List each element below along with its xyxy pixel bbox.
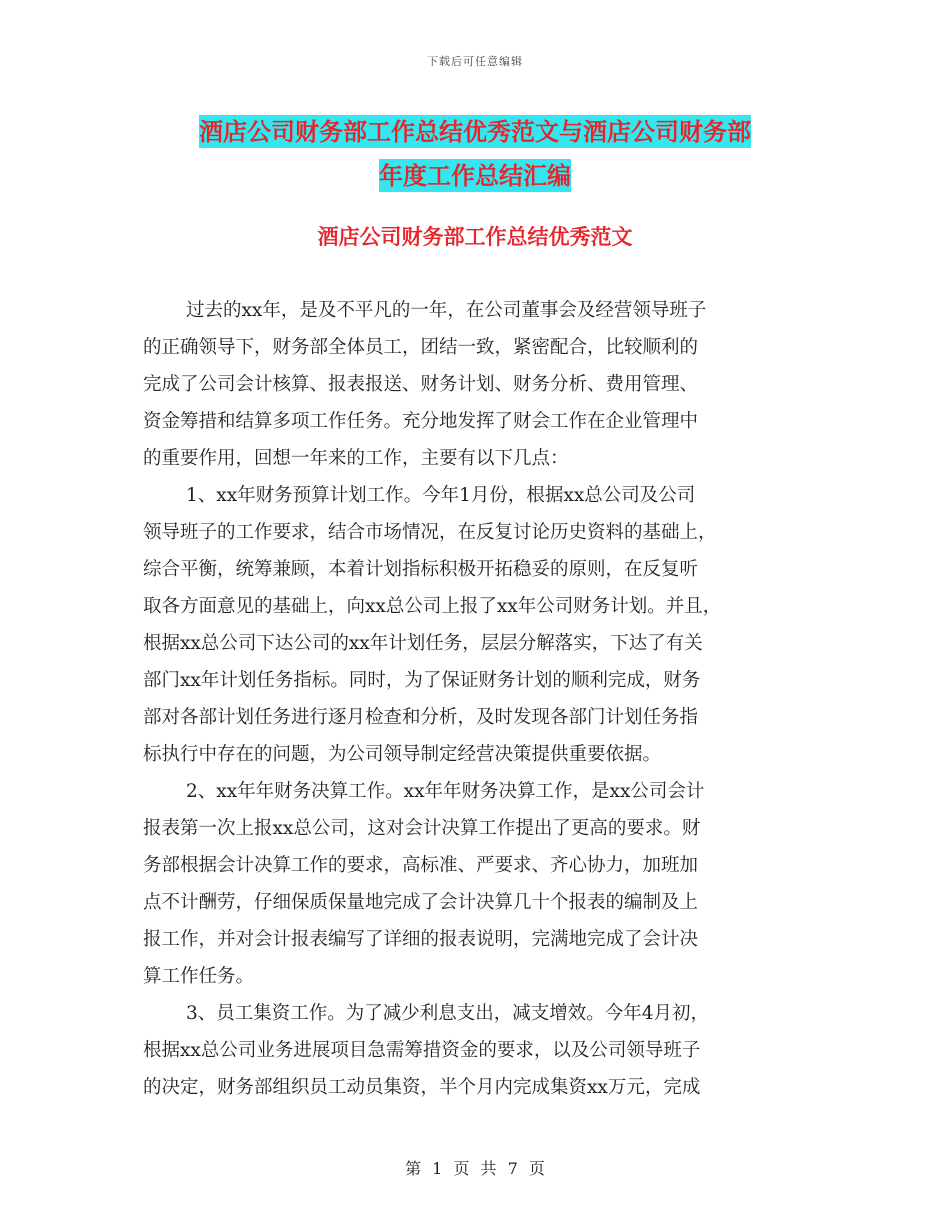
paragraph-line: 报表第一次上报xx总公司，这对会计决算工作提出了更高的要求。财	[143, 818, 701, 839]
paragraph-line: 取各方面意见的基础上，向xx总公司上报了xx年公司财务计划。并且，	[143, 596, 722, 617]
paragraph-line: 2、xx年年财务决算工作。xx年年财务决算工作，是xx公司会计	[186, 781, 705, 802]
paragraph-line: 点不计酬劳，仔细保质保量地完成了会计决算几十个报表的编制及上	[143, 892, 699, 913]
document-title	[0, 110, 950, 198]
paragraph-line: 资金筹措和结算多项工作任务。充分地发挥了财会工作在企业管理中	[143, 411, 699, 432]
paragraph-line: 根据xx总公司业务进展项目急需筹措资金的要求，以及公司领导班子	[143, 1040, 701, 1061]
paragraph-line: 完成了公司会计核算、报表报送、财务计划、财务分析、费用管理、	[143, 374, 699, 395]
title-line-2: 年度工作总结汇编	[379, 161, 571, 190]
paragraph-line: 过去的xx年，是及不平凡的一年，在公司董事会及经营领导班子	[186, 300, 707, 321]
body-text	[143, 292, 808, 1106]
header-note: 下载后可任意编辑	[427, 55, 523, 68]
paragraph-line: 标执行中存在的问题，为公司领导制定经营决策提供重要依据。	[143, 744, 662, 765]
paragraph-line: 1、xx年财务预算计划工作。今年1月份，根据xx总公司及公司	[186, 485, 696, 506]
paragraph-line: 的正确领导下，财务部全体员工，团结一致，紧密配合，比较顺利的	[143, 337, 699, 358]
paragraph-line: 的重要作用，回想一年来的工作，主要有以下几点：	[143, 448, 569, 469]
paragraph-line: 综合平衡，统筹兼顾，本着计划指标积极开拓稳妥的原则，在反复听	[143, 559, 699, 580]
paragraph-line: 的决定，财务部组织员工动员集资，半个月内完成集资xx万元，完成	[143, 1077, 701, 1098]
paragraph-line: 部门xx年计划任务指标。同时，为了保证财务计划的顺利完成，财务	[143, 670, 701, 691]
title-line-1: 酒店公司财务部工作总结优秀范文与酒店公司财务部	[199, 117, 751, 146]
paragraph-line: 务部根据会计决算工作的要求，高标准、严要求、齐心协力，加班加	[143, 855, 699, 876]
paragraph-line: 报工作，并对会计报表编写了详细的报表说明，完满地完成了会计决	[143, 929, 699, 950]
paragraph-line: 部对各部计划任务进行逐月检查和分析，及时发现各部门计划任务指	[143, 707, 699, 728]
paragraph-line: 领导班子的工作要求，结合市场情况，在反复讨论历史资料的基础上，	[143, 522, 717, 543]
section-title: 酒店公司财务部工作总结优秀范文	[317, 224, 633, 249]
page-number-footer: 第 1 页 共 7 页	[405, 1159, 545, 1178]
paragraph-line: 算工作任务。	[143, 966, 255, 987]
paragraph-line: 3、员工集资工作。为了减少利息支出，减支增效。今年4月初，	[186, 1003, 710, 1024]
paragraph-line: 根据xx总公司下达公司的xx年计划任务，层层分解落实，下达了有关	[143, 633, 703, 654]
